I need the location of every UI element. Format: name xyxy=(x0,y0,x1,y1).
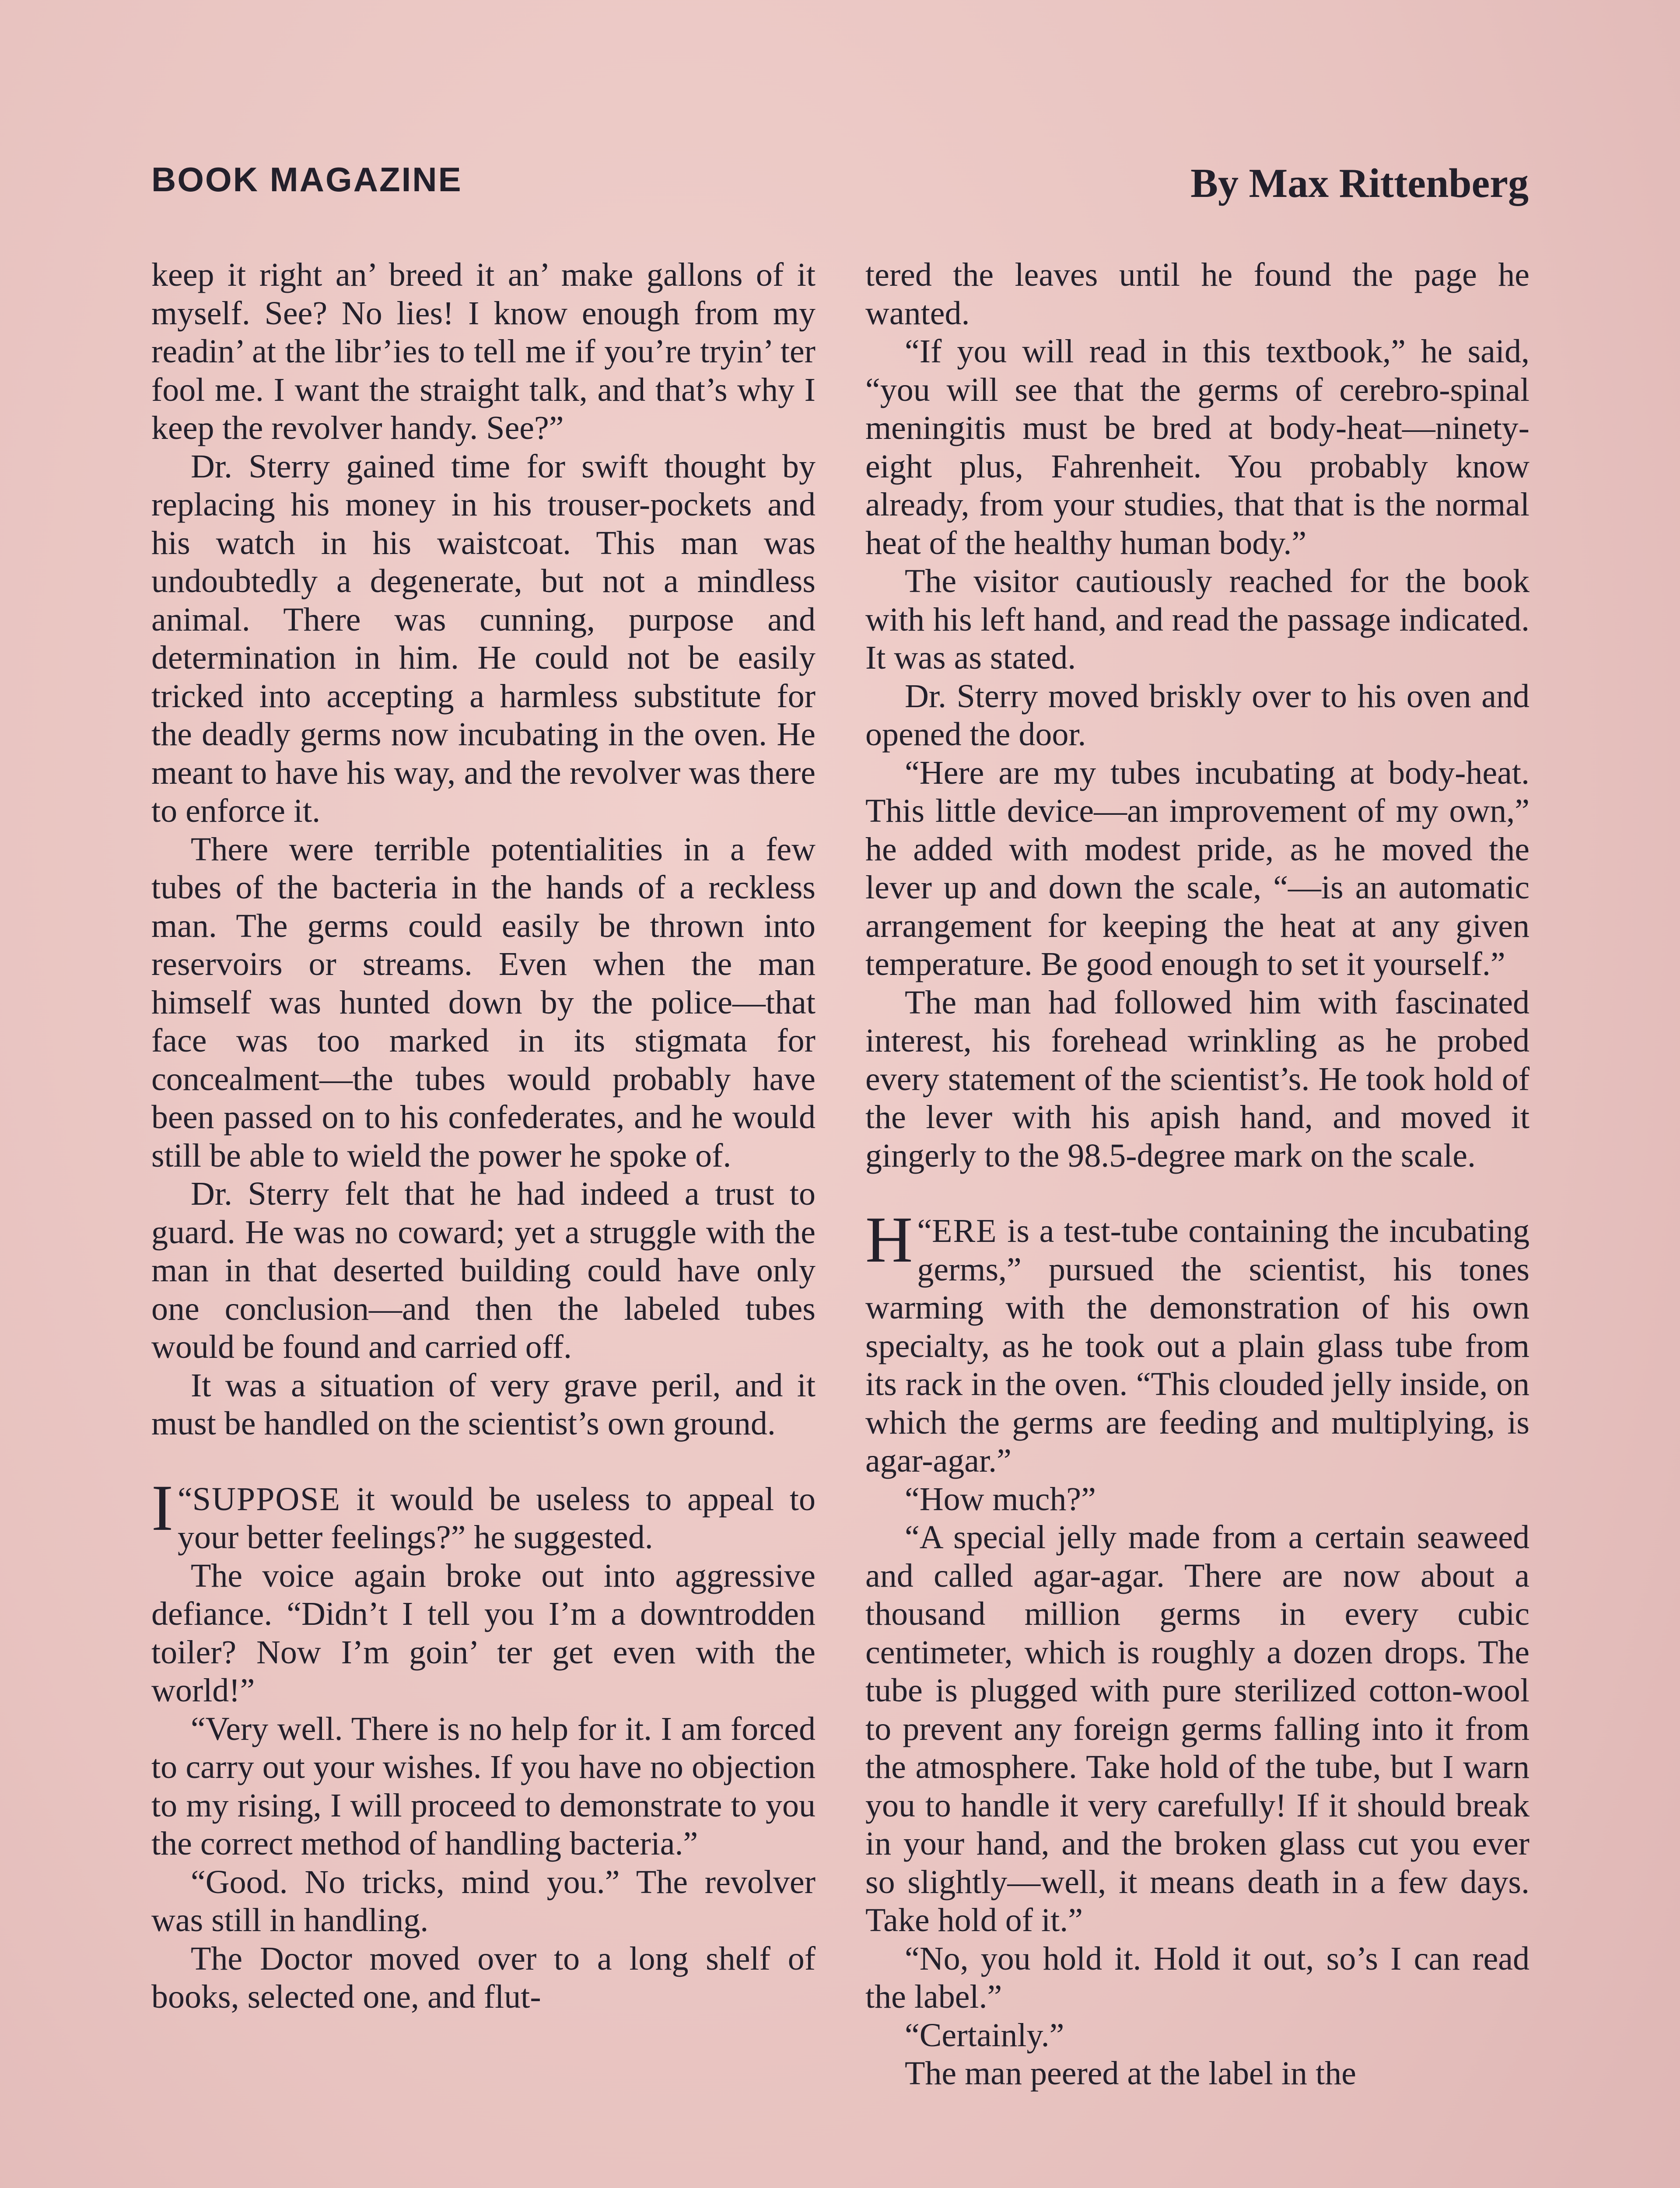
paragraph: “How much?” xyxy=(905,1480,1096,1518)
section-break xyxy=(151,1443,816,1480)
paragraph: “Here are my tubes incubating at body-heat. This little device—an improvement of my own,” he added with modest pride, as he moved the lever up and down the scale, “—is an automatic arrangement for keeping the heat at any given temperature. Be good enough to set it yourself.” xyxy=(865,754,1530,982)
paragraph-text: it would be useless to appeal to your better feelings?” he suggested. xyxy=(177,1480,816,1556)
paragraph: “Very well. There is no help for it. I am forced to carry out your wishes. If you have no objection to my rising, I will proceed to demonstrate to you the correct method of handling bacteria.” xyxy=(151,1710,816,1862)
paragraph: The man peered at the label in the xyxy=(905,2055,1356,2092)
paragraph: “If you will read in this textbook,” he said, “you will see that the germs of cerebro-spinal meningitis must be bred at body-heat—ninety-eight plus, Fahrenheit. You probably know already, from your studies, that that is the normal heat of the healthy human body.” xyxy=(865,333,1530,561)
paragraph: The voice again broke out into aggressive defiance. “Didn’t I tell you I’m a downtrodden toiler? Now I’m goin’ ter get even with the world!” xyxy=(151,1557,816,1709)
opening-quote: “ xyxy=(917,1213,932,1249)
paragraph: The man had followed him with fascinated interest, his forehead wrinkling as he probed every statement of the scientist’s. He took hold of the lever with his apish hand, and moved it gingerly to the 98.5-degree mark on the scale. xyxy=(865,984,1530,1174)
paragraph: Dr. Sterry gained time for swift thought by replacing his money in his trouser-pockets and his watch in his waistcoat. This man was undoubtedly a degenerate, but not a mindless animal. There was cunning, purpose and determination in him. He could not be easily tricked into accepting a harmless substitute for the deadly germs now incubating in the oven. He meant to have his way, and the revolver was there to enforce it. xyxy=(151,448,816,829)
paragraph: “No, you hold it. Hold it out, so’s I can read the label.” xyxy=(865,1940,1530,2015)
paragraph: The visitor cautiously reached for the book with his left hand, and read the passage indicated. It was as stated. xyxy=(865,563,1530,676)
drop-cap: H xyxy=(865,1203,913,1276)
left-column xyxy=(151,256,816,2016)
paragraph-dropcap xyxy=(151,1471,816,1557)
paragraph: “Certainly.” xyxy=(905,2016,1064,2054)
section-break xyxy=(865,1175,1530,1212)
paragraph: keep it right an’ breed it an’ make gallons of it myself. See? No lies! I know enough from my readin’ at the libr’ies to tell me if you’re tryin’ ter fool me. I want the straight talk, and that’s why I keep the revolver handy. See?” xyxy=(151,256,816,446)
right-column xyxy=(865,256,1530,2093)
paragraph: There were terrible potentialities in a few tubes of the bacteria in the hands of a reckless man. The germs could easily be thrown into reservoirs or streams. Even when the man himself was hunted down by the police—that face was too marked in its stigmata for concealment—the tubes would probably have been passed on to his confederates, and he would still be able to wield the power he spoke of. xyxy=(151,831,816,1174)
small-caps-lead: ERE xyxy=(932,1213,998,1249)
paragraph: “Good. No tricks, mind you.” The revolver was still in handling. xyxy=(151,1863,816,1939)
author-byline: By Max Rittenberg xyxy=(1190,161,1529,206)
paragraph: It was a situation of very grave peril, and it must be handled on the scientist’s own ground. xyxy=(151,1367,816,1442)
magazine-title: BOOK MAGAZINE xyxy=(151,160,462,199)
paragraph: Dr. Sterry moved briskly over to his oven and opened the door. xyxy=(865,677,1530,753)
paragraph: “A special jelly made from a certain seaweed and called agar-agar. There are now about a thousand million germs in every cubic centimeter, which is roughly a dozen drops. The tube is plugged with pure sterilized cotton-wool to prevent any foreign germs falling into it from the atmosphere. Take hold of the tube, but I warn you to handle it very carefully! If it should break in your hand, and the broken glass cut you ever so slightly—well, it means death in a few days. Take hold of it.” xyxy=(865,1519,1530,1939)
paragraph: tered the leaves until he found the page he wanted. xyxy=(865,256,1530,332)
paragraph-dropcap xyxy=(865,1203,1530,1480)
small-caps-lead: SUPPOSE xyxy=(192,1480,341,1518)
paragraph: Dr. Sterry felt that he had indeed a trust to guard. He was no coward; yet a struggle with the man in that deserted building could have only one conclusion—and then the labeled tubes would be found and carried off. xyxy=(151,1175,816,1365)
paragraph-text: is a test-tube containing the incubating germs,” pursued the scientist, his tones warming with the demonstration of his own specialty, as he took out a plain glass tube from its rack in the oven. “This clouded jelly inside, on which the germs are feeding and multiplying, is agar-agar.” xyxy=(865,1213,1530,1479)
paragraph: The Doctor moved over to a long shelf of books, selected one, and flut- xyxy=(151,1940,816,2015)
opening-quote: “ xyxy=(177,1480,192,1518)
drop-cap: I xyxy=(151,1471,173,1544)
